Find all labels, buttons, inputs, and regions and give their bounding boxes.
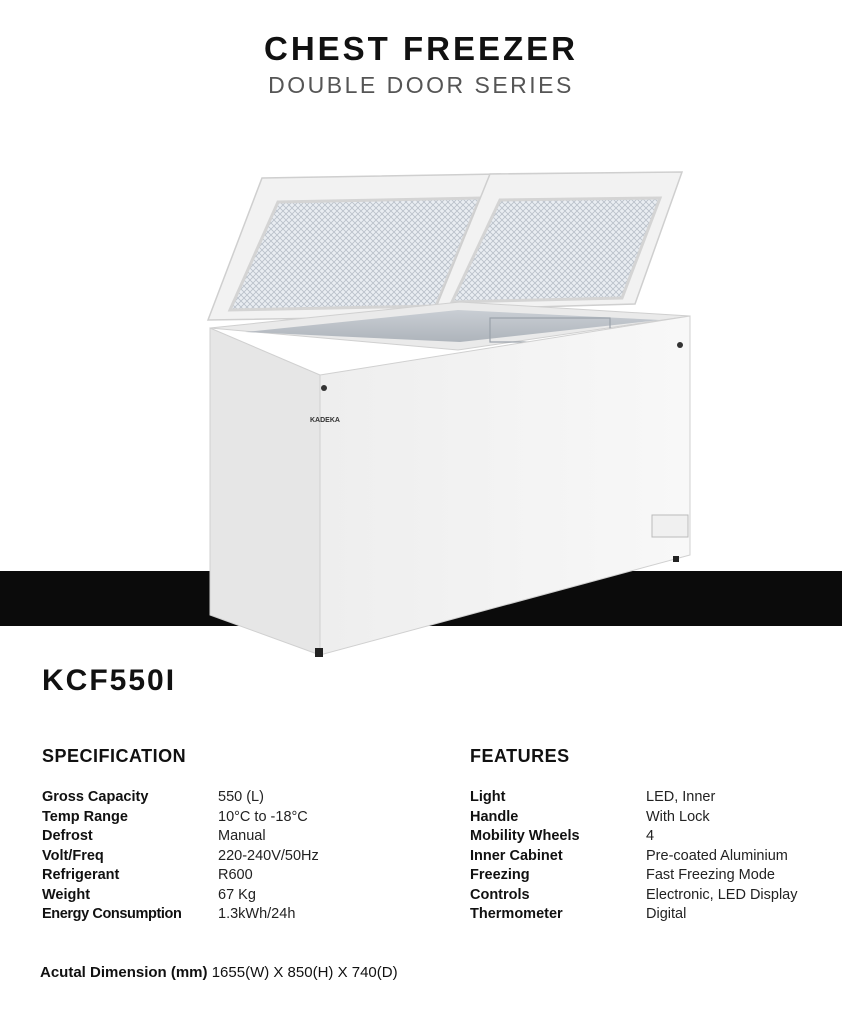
spec-label: Weight (42, 886, 91, 903)
feature-value: LED, Inner (646, 789, 716, 805)
feature-row (470, 848, 798, 868)
feature-value: Pre-coated Aluminium (646, 847, 788, 864)
page-subtitle: DOUBLE DOOR SERIES (268, 72, 574, 98)
spec-value: R600 (218, 867, 253, 883)
feature-row (470, 809, 798, 829)
model-number: KCF550I (42, 664, 177, 697)
dimension-value: 1655(W) X 850(H) X 740(D) (211, 964, 398, 981)
spec-label: Energy Consumption (42, 906, 182, 922)
spec-label: Refrigerant (42, 867, 120, 883)
feature-row (470, 906, 798, 926)
feature-label: Freezing (470, 867, 530, 883)
spec-value: Manual (218, 828, 266, 844)
spec-label: Defrost (42, 828, 93, 844)
spec-label: Volt/Freq (42, 847, 104, 864)
spec-value: 1.3kWh/24h (218, 906, 296, 922)
spec-row (42, 848, 319, 868)
spec-row (42, 809, 319, 829)
feature-value: With Lock (646, 808, 710, 825)
spec-row (42, 828, 319, 848)
feature-label: Light (470, 789, 506, 805)
feature-label: Mobility Wheels (470, 828, 580, 844)
feature-label: Controls (470, 886, 530, 903)
features-list (470, 789, 798, 926)
spec-value: 67 Kg (218, 886, 256, 903)
feature-value: 4 (646, 828, 655, 844)
spec-row (42, 867, 319, 887)
dimension-label: Acutal Dimension (mm) (40, 964, 208, 981)
spec-label: Gross Capacity (42, 789, 149, 805)
specification-list (42, 789, 319, 926)
feature-label: Handle (470, 808, 519, 825)
feature-row (470, 789, 798, 809)
feature-label: Inner Cabinet (470, 847, 563, 864)
spec-label: Temp Range (42, 808, 128, 825)
feature-row (470, 828, 798, 848)
spec-value: 550 (L) (218, 789, 264, 805)
feature-value: Electronic, LED Display (646, 886, 798, 903)
chest-freezer-image (190, 160, 710, 665)
features-heading: FEATURES (470, 746, 570, 766)
feature-value: Digital (646, 906, 687, 922)
spec-value: 10°C to -18°C (218, 808, 308, 825)
spec-value: 220-240V/50Hz (218, 847, 319, 864)
feature-value: Fast Freezing Mode (646, 867, 775, 883)
feature-row (470, 867, 798, 887)
specification-heading: SPECIFICATION (42, 746, 187, 766)
brand-logo: KADEKA (310, 417, 340, 424)
page-title: CHEST FREEZER (263, 30, 579, 67)
spec-row (42, 906, 319, 926)
spec-row (42, 789, 319, 809)
actual-dimension (40, 964, 398, 981)
spec-row (42, 887, 319, 907)
feature-label: Thermometer (470, 906, 563, 922)
feature-row (470, 887, 798, 907)
